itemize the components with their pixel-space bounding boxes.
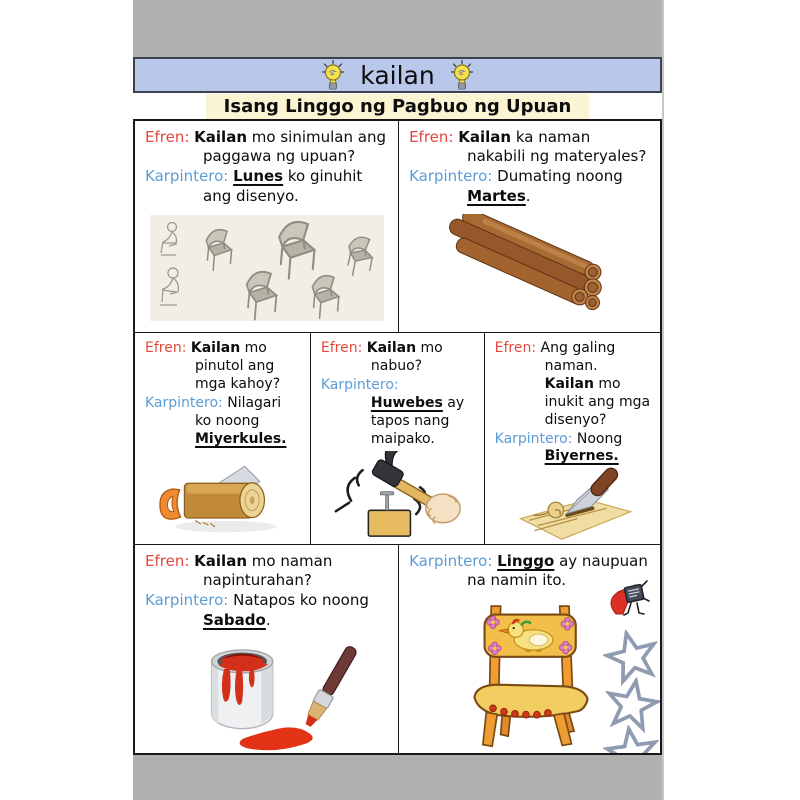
header-bar	[133, 57, 662, 93]
chisel-carving-image	[500, 467, 646, 541]
panel-image-area	[495, 467, 651, 541]
karpintero-line: Karpintero: Natapos ko noong Sabado.	[145, 591, 369, 629]
karpintero-line: Karpintero: Linggo ay naupuan na namin ito.	[409, 552, 648, 590]
karpintero-line: Karpintero: Noong Biyernes.	[494, 430, 623, 465]
dialogue	[409, 128, 651, 207]
paint-can-brush-image	[175, 627, 359, 753]
hand	[425, 494, 459, 524]
panel-image-area	[145, 631, 389, 750]
day-lunes: Lunes	[233, 167, 284, 186]
panel-image-area	[321, 449, 475, 541]
day-miyerkules: Miyerkules.	[195, 430, 287, 447]
speaker-efren: Efren:	[145, 128, 190, 146]
day-huwebes: Huwebes	[370, 394, 443, 411]
panel-biyernes-carving	[485, 333, 660, 545]
speaker-efren: Efren:	[145, 552, 190, 570]
panel-lunes-design	[135, 121, 399, 333]
row-1	[135, 121, 660, 333]
panel-miyerkules-sawing	[135, 333, 311, 545]
dialogue	[145, 552, 389, 631]
speaker-karpintero: Karpintero:	[494, 430, 573, 447]
worksheet-page	[133, 0, 664, 800]
speaker-karpintero: Karpintero:	[145, 591, 229, 610]
panel-linggo-finished-chair	[399, 545, 660, 753]
panel-huwebes-hammering	[311, 333, 485, 545]
efren-line: Efren: Kailan mo sinimulan ang paggawa ng upuan?	[145, 128, 386, 166]
comic-grid	[133, 119, 662, 755]
efren-line: Efren: Ang galing naman. Kailan mo inukit ang mga disenyo?	[494, 340, 651, 428]
karpintero-line: Karpintero: Lunes ko ginuhit ang disenyo.	[145, 167, 363, 205]
efren-line: Efren: Kailan mo naman napinturahan?	[145, 552, 333, 590]
speaker-karpintero: Karpintero:	[409, 167, 493, 186]
speaker-karpintero: Karpintero:	[145, 394, 223, 411]
dialogue	[145, 128, 389, 207]
panel-sabado-painting	[135, 545, 399, 753]
bottom-gray-band	[133, 755, 662, 800]
dialogue	[495, 340, 651, 467]
finished-chair-image	[455, 596, 607, 748]
karpintero-line: Karpintero: Nilagari ko noong Miyerkules.	[145, 394, 287, 447]
speaker-karpintero: Karpintero:	[409, 552, 493, 570]
subtitle-row	[133, 93, 662, 119]
speaker-karpintero: Karpintero:	[320, 376, 399, 393]
lightbulb-icon	[451, 60, 473, 91]
page-title: kailan	[360, 60, 435, 90]
caped-character-icon	[606, 579, 650, 629]
panel-martes-materials	[399, 121, 660, 333]
speaker-efren: Efren:	[494, 340, 537, 356]
speaker-efren: Efren:	[409, 128, 454, 146]
dialogue	[321, 340, 475, 449]
efren-line: Efren: Kailan mo pinutol ang mga kahoy?	[145, 340, 281, 392]
day-martes: Martes	[467, 186, 526, 205]
row-3	[135, 545, 660, 753]
karpintero-line: Karpintero: Huwebes ay tapos nang maipako.	[320, 376, 465, 447]
efren-line: Efren: Kailan ka naman nakabili ng materyales?	[409, 128, 647, 166]
top-gray-band	[133, 0, 662, 57]
panel-image-area	[145, 449, 301, 541]
lightbulb-icon	[322, 60, 344, 91]
panel-image-area	[409, 207, 651, 329]
saw-cutting-log-image	[150, 455, 296, 535]
wood-logs-image	[432, 214, 628, 322]
lesson-subtitle: Isang Linggo ng Pagbuo ng Upuan	[206, 94, 590, 119]
karpintero-line: Karpintero: Dumating noong Martes.	[409, 167, 623, 205]
star-decorations	[604, 635, 660, 753]
row-2	[135, 333, 660, 545]
paint-brush	[301, 644, 359, 730]
dialogue	[145, 340, 301, 449]
speaker-karpintero: Karpintero:	[145, 167, 229, 186]
chair-sketches-image	[148, 213, 386, 323]
day-sabado: Sabado	[203, 610, 266, 629]
day-linggo: Linggo	[497, 552, 555, 570]
speaker-efren: Efren:	[145, 340, 187, 356]
efren-line: Efren: Kailan mo nabuo?	[320, 340, 443, 374]
speaker-efren: Efren:	[320, 340, 363, 356]
panel-image-area	[145, 207, 389, 329]
hammer-nail-image	[324, 451, 472, 539]
day-biyernes: Biyernes.	[544, 448, 619, 465]
